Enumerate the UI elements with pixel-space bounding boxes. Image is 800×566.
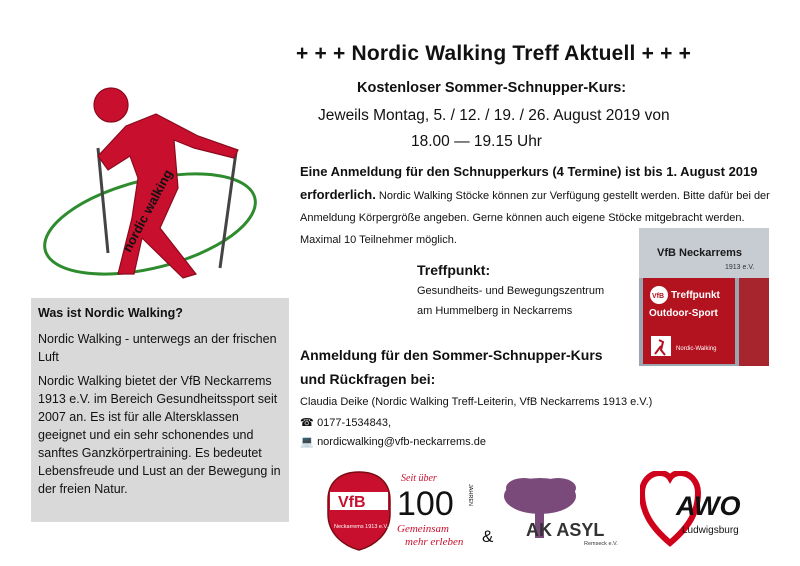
email-row bbox=[300, 435, 486, 448]
vfb-logo-text: VfB bbox=[338, 494, 366, 511]
vfb-shield-logo bbox=[326, 470, 392, 552]
awo-subtext: Ludwigsburg bbox=[682, 525, 739, 536]
awo-text: AWO bbox=[676, 491, 741, 521]
akasyl-text: AK ASYL bbox=[526, 520, 605, 540]
phone-number: 0177-1534843, bbox=[317, 417, 392, 429]
meeting-title: Treffpunkt: bbox=[417, 262, 491, 278]
subheadline: Kostenloser Sommer-Schnupper-Kurs: bbox=[357, 80, 627, 96]
hundred-years-logo bbox=[395, 470, 477, 552]
ampersand: & bbox=[482, 527, 494, 546]
photo-club-sign: VfB Neckarrems bbox=[657, 247, 742, 259]
photo-sign-line-2: Outdoor-Sport bbox=[649, 308, 718, 319]
signup-title-2: und Rückfragen bei: bbox=[300, 371, 436, 387]
akasyl-logo bbox=[484, 474, 636, 550]
hundred-number: 100 bbox=[397, 485, 454, 523]
computer-icon: 💻 bbox=[300, 436, 314, 448]
mehr-erleben-text: mehr erleben bbox=[405, 536, 464, 548]
treffpunkt-photo bbox=[639, 228, 769, 366]
meeting-line-2: am Hummelberg in Neckarrems bbox=[417, 305, 573, 317]
logo-pole-right bbox=[220, 152, 236, 268]
nordic-walking-logo bbox=[38, 78, 268, 283]
course-dates: Jeweils Montag, 5. / 12. / 19. / 26. August 2019 von bbox=[318, 107, 670, 124]
phone-icon: ☎ bbox=[300, 417, 314, 429]
info-question: Was ist Nordic Walking? bbox=[38, 306, 183, 320]
awo-logo bbox=[640, 471, 756, 547]
course-time: 18.00 — 19.15 Uhr bbox=[411, 133, 542, 150]
info-box bbox=[31, 298, 289, 522]
photo-sign-small: Nordic-Walking bbox=[676, 346, 717, 352]
info-paragraph-2: Nordic Walking bietet der VfB Neckarrems 1913 e.V. im Bereich Gesundheitssport seit 2007 an. Es ist für alle Altersklassen geeignet und ein sehr schonendes und sanftes Ganzkörpertraining. Es bedeutet Lebensfreude und Lust an der Bewegung in der freien Natur. bbox=[38, 374, 281, 496]
phone-row bbox=[300, 416, 391, 429]
vfb-logo-subtext: Neckarrems 1913 e.V. bbox=[334, 524, 389, 530]
seit-ueber-text: Seit über bbox=[401, 473, 437, 484]
photo-sign-line-1: Treffpunkt bbox=[671, 290, 720, 301]
contact-person: Claudia Deike (Nordic Walking Treff-Leiterin, VfB Neckarrems 1913 e.V.) bbox=[300, 396, 653, 408]
jahren-text: JAHREN bbox=[467, 484, 473, 507]
photo-club-year: 1913 e.V. bbox=[725, 264, 755, 271]
email-address: nordicwalking@vfb-neckarrems.de bbox=[317, 436, 486, 448]
registration-text: Nordic Walking Stöcke können zur Verfügung gestellt werden. Bitte dafür bei der Anmeldung Körpergröße angeben. Gerne können auch eigene Stöcke mitgebracht werden. Maximal 10 Teilnehmer möglich. bbox=[300, 190, 770, 246]
meeting-line-1: Gesundheits- und Bewegungszentrum bbox=[417, 285, 605, 297]
signup-title-1: Anmeldung für den Sommer-Schnupper-Kurs bbox=[300, 347, 603, 363]
registration-bold: Eine Anmeldung für den Schnupperkurs (4 Termine) ist bis 1. August 2019 erforderlich. bbox=[300, 164, 758, 202]
akasyl-subtext: Remseck e.V. bbox=[584, 541, 618, 547]
info-paragraph-1: Nordic Walking - unterwegs an der frischen Luft bbox=[38, 332, 277, 364]
gemeinsam-text: Gemeinsam bbox=[397, 523, 449, 535]
headline: + + + Nordic Walking Treff Aktuell + + + bbox=[296, 42, 692, 65]
logo-text: nordic walking bbox=[119, 167, 176, 255]
photo-badge: VfB bbox=[652, 293, 665, 300]
